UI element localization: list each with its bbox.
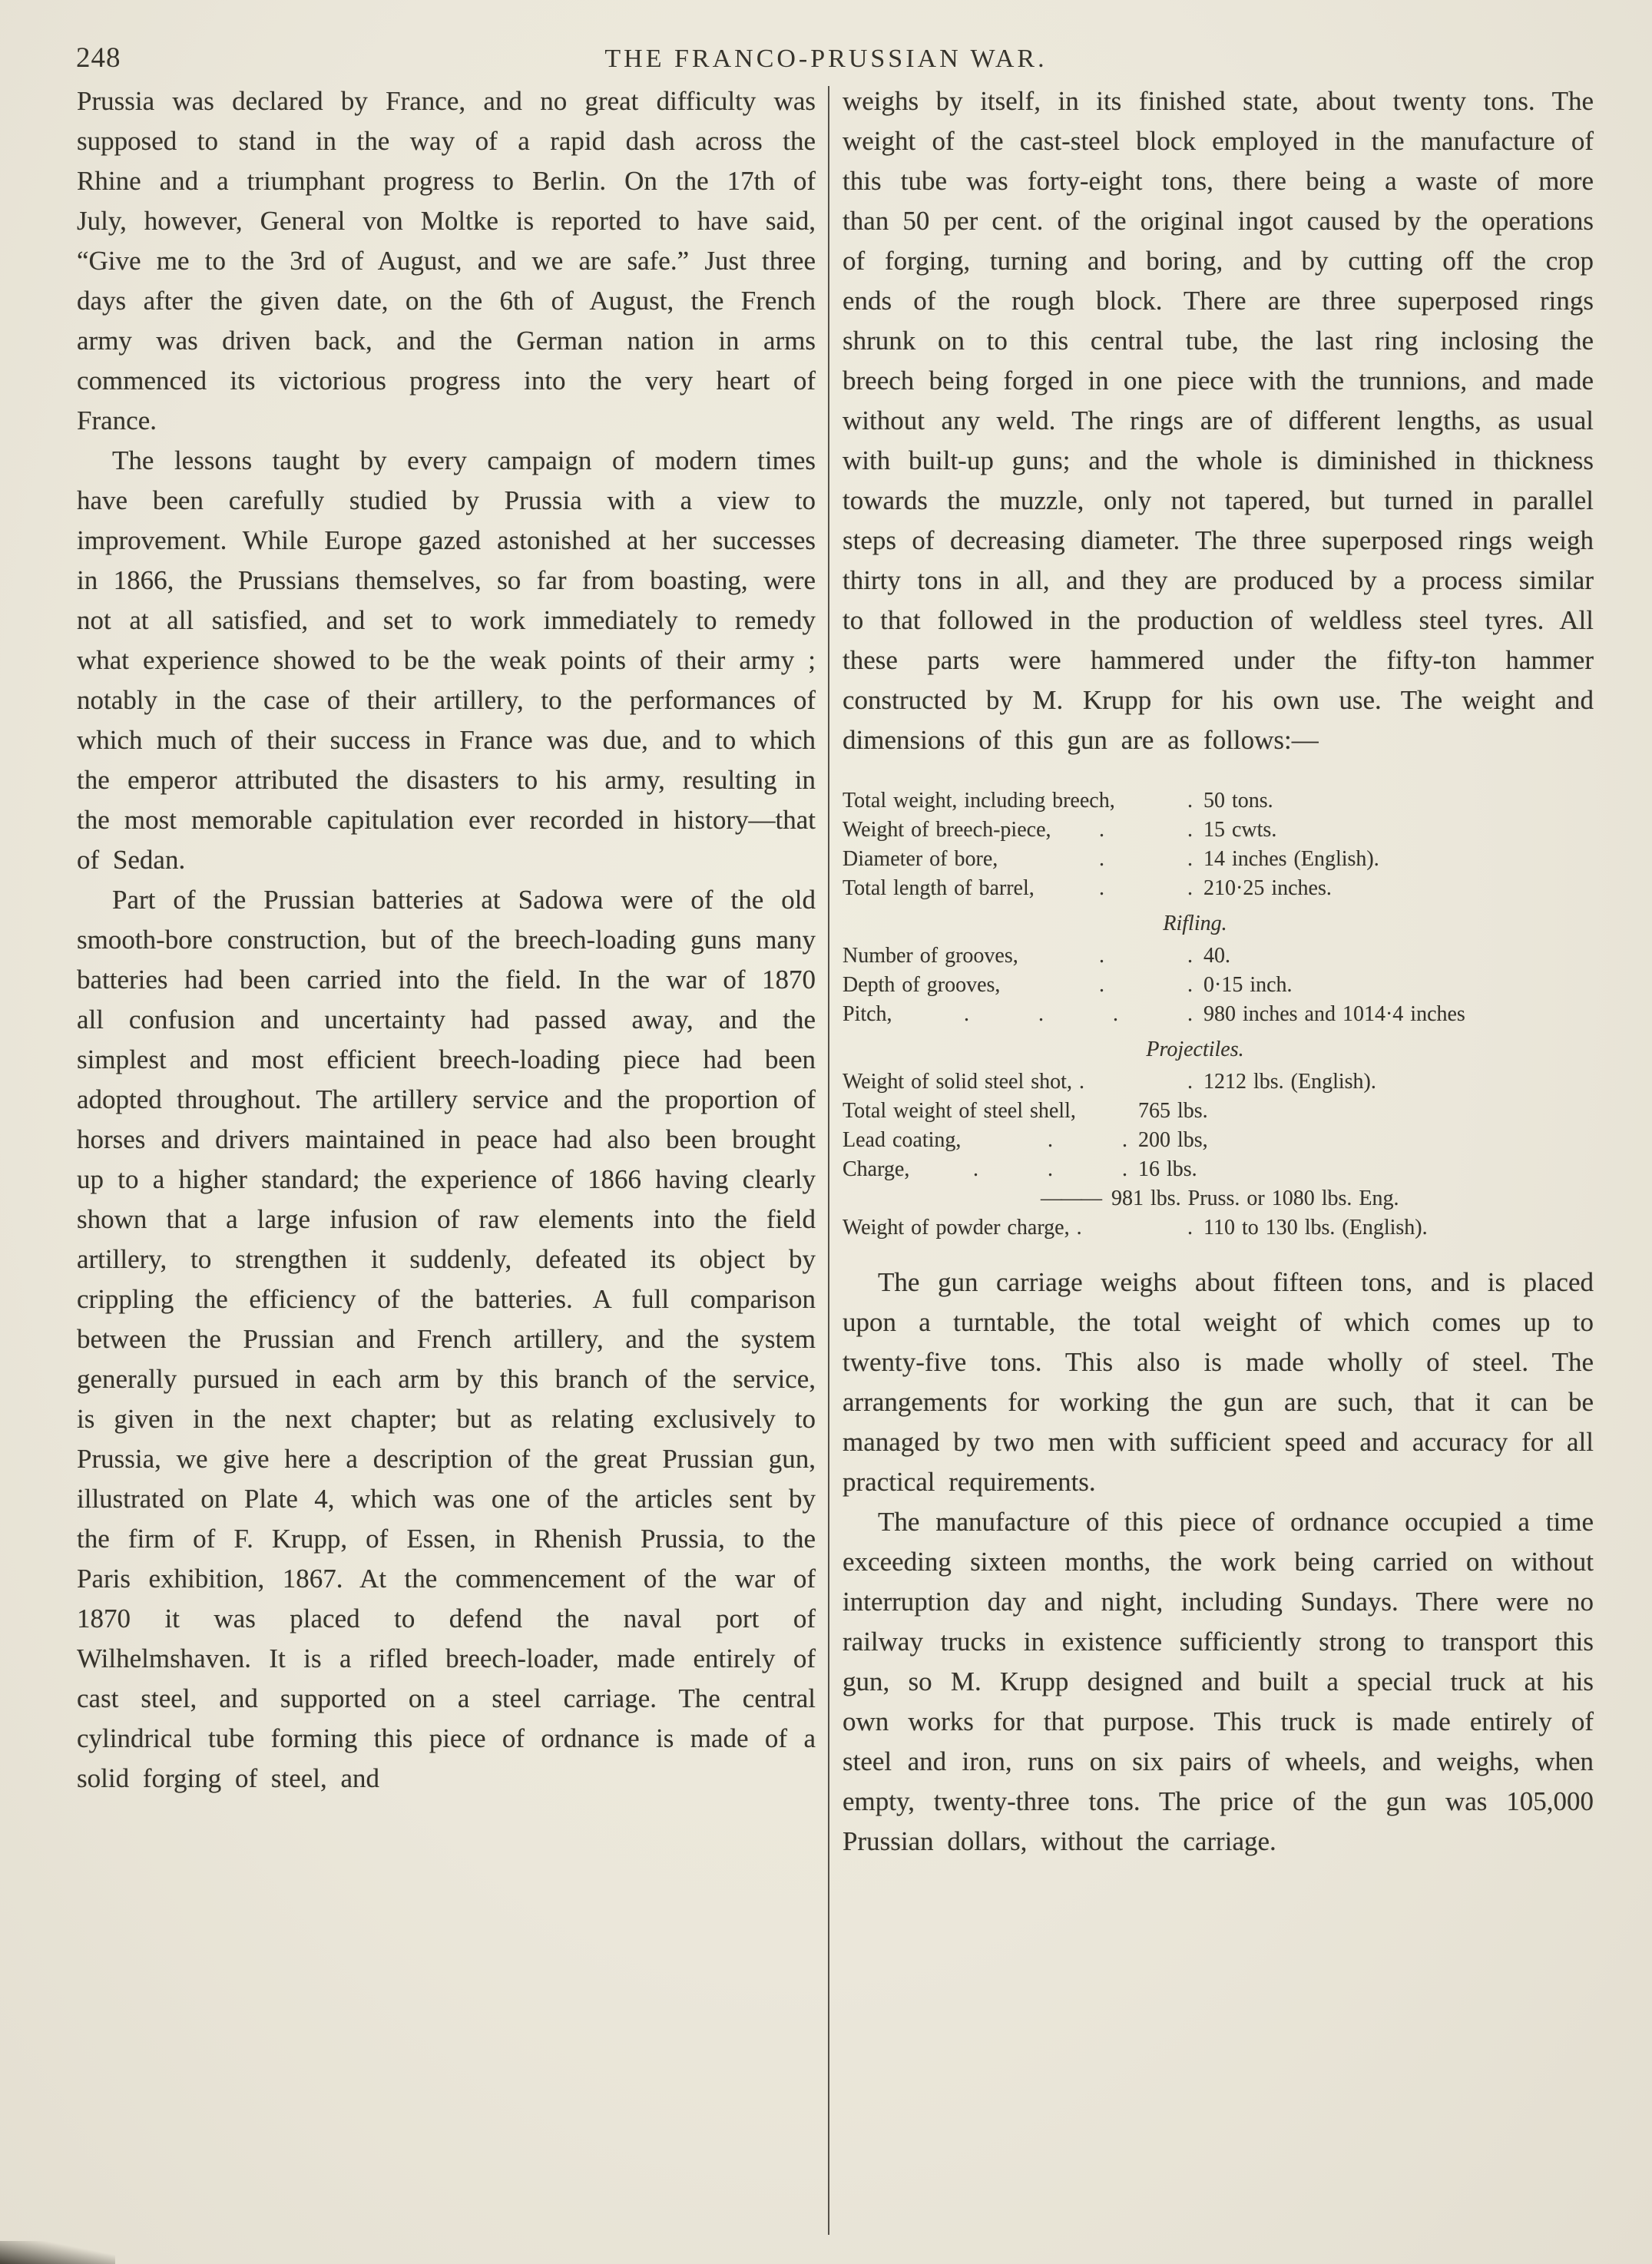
spec-row — [843, 1155, 1594, 1184]
paragraph: Part of the Prussian batteries at Sadowa were of the old smooth-bore construction, but of the breech-loading guns many batteries had been carried into the field. In the war of 1870 all confusion and uncertainty had passed away, and the simplest and most efficient breech-loading piece had been adopted throughout. The artillery service and the proportion of horses and drivers maintained in peace had also been brought up to a higher standard; the experience of 1866 having clearly shown that a large infusion of raw elements into the field artillery, to strengthen it suddenly, defeated its object by crippling the efficiency of the batteries. A full comparison between the Prussian and French artillery, and the system generally pursued in each arm by this branch of the service, is given in the next chapter; but as relating exclusively to Prussia, we give here a description of the great Prussian gun, illustrated on Plate 4, which was one of the articles sent by the firm of F. Krupp, of Essen, in Rhenish Prussia, to the Paris exhibition, 1867. At the commencement of the war of 1870 it was placed to defend the naval port of Wilhelmshaven. It is a rifled breech-loader, made entirely of cast steel, and supported on a steel carriage. The central cylindrical tube forming this piece of ordnance is made of a solid forging of steel, and — [77, 885, 816, 1793]
spec-dots: . . — [1099, 847, 1193, 871]
column-divider — [828, 86, 829, 2235]
spec-row — [843, 942, 1594, 971]
spec-value: 980 inches and 1014·4 inches — [1203, 1002, 1465, 1026]
page-number: 248 — [76, 42, 121, 74]
paragraph: Prussia was declared by France, and no great difficulty was supposed to stand in the way of a rapid dash across the Rhine and a triumphant progress to Berlin. On the 17th of July, however, General von Moltke is reported to have said, “Give me to the 3rd of August, and we are safe.” Just three days after the given date, on the 6th of August, the French army was driven back, and the German nation in arms commenced its victorious progress into the very heart of France. — [77, 86, 816, 435]
spec-row — [843, 971, 1594, 1000]
scan-shadow — [0, 2241, 115, 2264]
paragraph: The gun carriage weighs about fifteen tons, and is placed upon a turntable, the total weight of which comes up to twenty-five tons. This also is made wholly of steel. The arrangements for working the gun are such, that it can be managed by two men with sufficient speed and accuracy for all practical requirements. — [843, 1267, 1594, 1497]
spec-value: 210·25 inches. — [1203, 876, 1332, 900]
spec-label: Lead coating, — [843, 1128, 962, 1152]
paragraph: weighs by itself, in its finished state, about twenty tons. The weight of the cast-steel block employed in the manufacture of this tube was forty-eight tons, there being a waste of more than 50 per cent. of the original ingot caused by the operations of forging, turning and boring, and by cutting off the crop ends of the rough block. There are three superposed rings shrunk on to this central tube, the last ring inclosing the breech being forged in one piece with the trunnions, and made without any weld. The rings are of different lengths, as usual with built-up guns; and the whole is diminished in thickness towards the muzzle, only not tapered, but turned in parallel steps of decreasing diameter. The three superposed rings weigh thirty tons in all, and they are produced by a process similar to that followed in the production of weldless steel tyres. All these parts were hammered under the fifty-ton hammer constructed by M. Krupp for his own use. The weight and dimensions of this gun are as follows:— — [843, 86, 1594, 755]
spec-row — [843, 874, 1594, 903]
paragraph: The manufacture of this piece of ordnance occupied a time exceeding sixteen months, the work being carried on without interruption day and night, including Sundays. There were no railway trucks in existence sufficiently strong to transport this gun, so M. Krupp designed and built a special truck at his own works for that purpose. This truck is made entirely of steel and iron, runs on six pairs of wheels, and weighs, when empty, twenty-three tons. The price of the gun was 105,000 Prussian dollars, without the carriage. — [843, 1507, 1594, 1856]
spec-dots: . . — [1099, 876, 1193, 900]
right-column — [843, 81, 1594, 1862]
spec-row — [843, 845, 1594, 874]
paragraph: The lessons taught by every campaign of modern times have been carefully studied by Prussia with a view to improvement. While Europe gazed astonished at her successes in 1866, the Prussians themselves, so far from boasting, were not at all satisfied, and set to work immediately to remedy what experience showed to be the weak points of their army ; notably in the case of their artillery, to the performances of which much of their success in France was due, and to which the emperor attributed the disasters to his army, resulting in the most memorable capitulation ever recorded in history—that of Sedan. — [77, 445, 816, 875]
spec-dots: . . . — [973, 1157, 1127, 1181]
sum-dash: ——— — [1041, 1187, 1101, 1210]
spec-row — [843, 1126, 1594, 1155]
spec-label: Diameter of bore, — [843, 847, 998, 871]
spec-label: Weight of breech-piece, — [843, 818, 1051, 842]
spec-label: Weight of solid steel shot, . — [843, 1070, 1084, 1094]
spec-value: 16 lbs. — [1138, 1157, 1197, 1181]
spec-sum-row — [1041, 1184, 1594, 1213]
running-head: THE FRANCO-PRUSSIAN WAR. — [604, 45, 1048, 73]
spec-dots: . . . . — [964, 1002, 1193, 1026]
spec-label: Total weight of steel shell, — [843, 1099, 1076, 1123]
spec-label: Charge, — [843, 1157, 910, 1181]
spec-dots: . . — [1099, 818, 1193, 842]
spec-value: 110 to 130 lbs. (English). — [1203, 1216, 1428, 1240]
left-column — [77, 81, 816, 1799]
spec-value: 15 cwts. — [1203, 818, 1277, 842]
spec-row — [843, 1097, 1594, 1126]
spec-label: Pitch, — [843, 1002, 892, 1026]
spec-row — [843, 1000, 1594, 1029]
gun-specs-table — [843, 786, 1594, 1243]
spec-dots: . . — [1099, 973, 1193, 997]
spec-value: 40. — [1203, 944, 1230, 968]
spec-row — [843, 1213, 1594, 1243]
spec-label: Weight of powder charge, . — [843, 1216, 1082, 1240]
spec-dots: . — [1187, 1216, 1193, 1240]
spec-dots: . — [1187, 1070, 1193, 1094]
spec-value: 14 inches (English). — [1203, 847, 1379, 871]
spec-label: Total length of barrel, — [843, 876, 1035, 900]
spec-row — [843, 1067, 1594, 1097]
spec-label: Depth of grooves, — [843, 973, 1001, 997]
projectiles-heading: Projectiles. — [1146, 1038, 1244, 1061]
spec-value: 1212 lbs. (English). — [1203, 1070, 1376, 1094]
spec-row — [843, 786, 1594, 816]
spec-value: 765 lbs. — [1138, 1099, 1208, 1123]
spec-dots: . . — [1099, 944, 1193, 968]
spec-row — [843, 816, 1594, 845]
spec-value: 0·15 inch. — [1203, 973, 1293, 997]
spec-value: 50 tons. — [1203, 789, 1273, 813]
spec-label: Number of grooves, — [843, 944, 1018, 968]
spec-dots: . . — [1048, 1128, 1127, 1152]
spec-value: 200 lbs, — [1138, 1128, 1208, 1152]
rifling-heading: Rifling. — [1163, 912, 1227, 935]
spec-label: Total weight, including breech, — [843, 789, 1115, 813]
spec-value: 981 lbs. Pruss. or 1080 lbs. Eng. — [1111, 1187, 1399, 1210]
spec-dots: . — [1187, 789, 1193, 813]
